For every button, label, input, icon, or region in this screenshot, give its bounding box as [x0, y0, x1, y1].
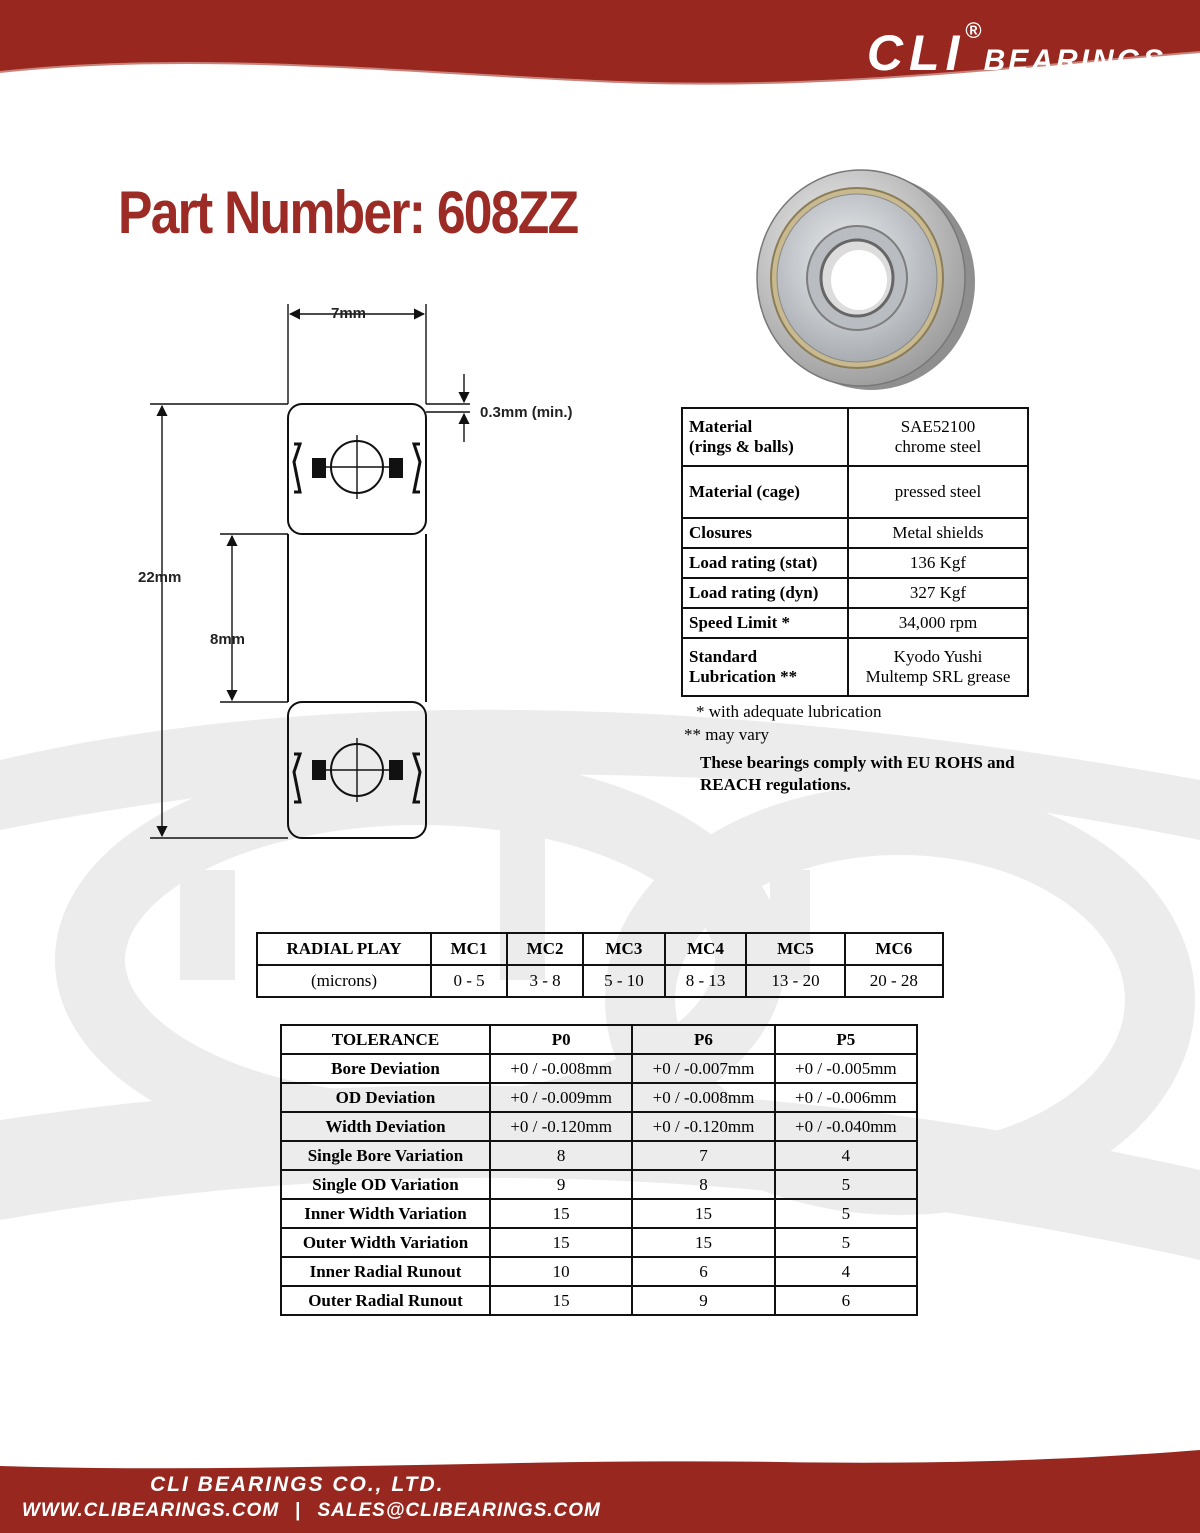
brand-logo: CLI®BEARINGS — [866, 18, 1166, 81]
spec-row-lubrication — [682, 638, 1028, 696]
radial-play-column: MC2 — [507, 933, 583, 965]
tolerance-cell: +0 / -0.007mm — [632, 1054, 774, 1083]
tolerance-cell: 8 — [490, 1141, 632, 1170]
tolerance-row-label: Inner Radial Runout — [281, 1257, 490, 1286]
tolerance-row-label: Bore Deviation — [281, 1054, 490, 1083]
radial-play-value: 8 - 13 — [665, 965, 747, 997]
table-row — [281, 1112, 917, 1141]
website-link[interactable]: WWW.CLIBEARINGS.COM — [22, 1500, 280, 1521]
tolerance-row-label: Single OD Variation — [281, 1170, 490, 1199]
spec-value: 34,000 rpm — [848, 608, 1028, 638]
tolerance-cell: +0 / -0.008mm — [490, 1054, 632, 1083]
tolerance-cell: 9 — [632, 1286, 774, 1315]
tolerance-row-label: Width Deviation — [281, 1112, 490, 1141]
tolerance-cell: 5 — [775, 1199, 917, 1228]
tolerance-row-label: Outer Width Variation — [281, 1228, 490, 1257]
tolerance-cell: 6 — [632, 1257, 774, 1286]
tolerance-cell: 10 — [490, 1257, 632, 1286]
page-title: Part Number: 608ZZ — [118, 179, 578, 246]
tolerance-header: TOLERANCE — [281, 1025, 490, 1054]
radial-play-column: MC6 — [845, 933, 943, 965]
outer-diameter-label: 22mm — [138, 569, 182, 586]
radial-play-values-row — [257, 965, 943, 997]
contact-line — [22, 1500, 601, 1522]
tolerance-row-label: Inner Width Variation — [281, 1199, 490, 1228]
table-row — [281, 1054, 917, 1083]
spec-key: Load rating (dyn) — [682, 578, 848, 608]
table-row — [281, 1286, 917, 1315]
tolerance-cell: 5 — [775, 1228, 917, 1257]
compliance-statement: These bearings comply with EU ROHS and REACH regulations. — [700, 753, 1015, 794]
radial-play-table — [256, 932, 944, 998]
tolerance-cell: +0 / -0.005mm — [775, 1054, 917, 1083]
tolerance-cell: 6 — [775, 1286, 917, 1315]
tolerance-row-label: Outer Radial Runout — [281, 1286, 490, 1315]
spec-key: Standard Lubrication ** — [682, 638, 848, 696]
tolerance-cell: +0 / -0.006mm — [775, 1083, 917, 1112]
spec-value: pressed steel — [848, 466, 1028, 518]
radial-play-column: MC5 — [746, 933, 844, 965]
tolerance-cell: +0 / -0.009mm — [490, 1083, 632, 1112]
clearance-dimension-label: 0.3mm (min.) — [480, 404, 573, 421]
spec-value: SAE52100 chrome steel — [848, 408, 1028, 466]
tolerance-cell: 4 — [775, 1141, 917, 1170]
bearing-photo — [745, 160, 985, 400]
tolerance-cell: 15 — [490, 1286, 632, 1315]
radial-play-value: 0 - 5 — [431, 965, 507, 997]
spec-row-material-rings — [682, 408, 1028, 466]
spec-row-speed-limit — [682, 608, 1028, 638]
spec-value: 327 Kgf — [848, 578, 1028, 608]
spec-key: Material (cage) — [682, 466, 848, 518]
spec-row-load-stat — [682, 548, 1028, 578]
footnote-lubrication: * with adequate lubrication — [696, 702, 882, 721]
tolerance-cell: 9 — [490, 1170, 632, 1199]
tolerance-cell: 15 — [490, 1228, 632, 1257]
table-row — [281, 1083, 917, 1112]
company-name: CLI BEARINGS CO., LTD. — [150, 1473, 445, 1496]
spec-value: Metal shields — [848, 518, 1028, 548]
radial-play-header-row — [257, 933, 943, 965]
tolerance-cell: 4 — [775, 1257, 917, 1286]
table-row — [281, 1199, 917, 1228]
spec-key: Material (rings & balls) — [682, 408, 848, 466]
spec-row-closures — [682, 518, 1028, 548]
tolerance-cell: 15 — [632, 1199, 774, 1228]
tolerance-table — [280, 1024, 918, 1316]
radial-play-column: MC1 — [431, 933, 507, 965]
tolerance-header-row — [281, 1025, 917, 1054]
radial-play-header: RADIAL PLAY — [257, 933, 431, 965]
footnote-may-vary: ** may vary — [684, 725, 769, 744]
radial-play-value: 13 - 20 — [746, 965, 844, 997]
radial-play-value: 3 - 8 — [507, 965, 583, 997]
width-dimension-label: 7mm — [331, 305, 367, 322]
table-row — [281, 1228, 917, 1257]
radial-play-value: 20 - 28 — [845, 965, 943, 997]
tolerance-class-column: P6 — [632, 1025, 774, 1054]
tolerance-cell: +0 / -0.120mm — [490, 1112, 632, 1141]
spec-footnotes — [684, 700, 882, 746]
radial-play-column: MC3 — [583, 933, 665, 965]
tolerance-cell: 7 — [632, 1141, 774, 1170]
radial-play-value: 5 - 10 — [583, 965, 665, 997]
spec-value: Kyodo Yushi Multemp SRL grease — [848, 638, 1028, 696]
email-link[interactable]: SALES@CLIBEARINGS.COM — [317, 1500, 601, 1521]
spec-value: 136 Kgf — [848, 548, 1028, 578]
spec-key: Closures — [682, 518, 848, 548]
radial-play-column: MC4 — [665, 933, 747, 965]
tolerance-cell: 15 — [490, 1199, 632, 1228]
tolerance-row-label: Single Bore Variation — [281, 1141, 490, 1170]
tolerance-cell: +0 / -0.040mm — [775, 1112, 917, 1141]
spec-row-material-cage — [682, 466, 1028, 518]
tolerance-cell: 8 — [632, 1170, 774, 1199]
tolerance-row-label: OD Deviation — [281, 1083, 490, 1112]
footer-separator: | — [295, 1500, 302, 1521]
spec-key: Speed Limit * — [682, 608, 848, 638]
tolerance-cell: 15 — [632, 1228, 774, 1257]
bearing-cross-section-drawing — [130, 290, 610, 860]
tolerance-cell: +0 / -0.008mm — [632, 1083, 774, 1112]
spec-table — [681, 407, 1029, 697]
tolerance-class-column: P5 — [775, 1025, 917, 1054]
tolerance-cell: 5 — [775, 1170, 917, 1199]
table-row — [281, 1257, 917, 1286]
bore-diameter-label: 8mm — [210, 631, 246, 648]
table-row — [281, 1170, 917, 1199]
radial-play-unit: (microns) — [257, 965, 431, 997]
spec-row-load-dyn — [682, 578, 1028, 608]
tolerance-cell: +0 / -0.120mm — [632, 1112, 774, 1141]
spec-key: Load rating (stat) — [682, 548, 848, 578]
table-row — [281, 1141, 917, 1170]
tolerance-class-column: P0 — [490, 1025, 632, 1054]
